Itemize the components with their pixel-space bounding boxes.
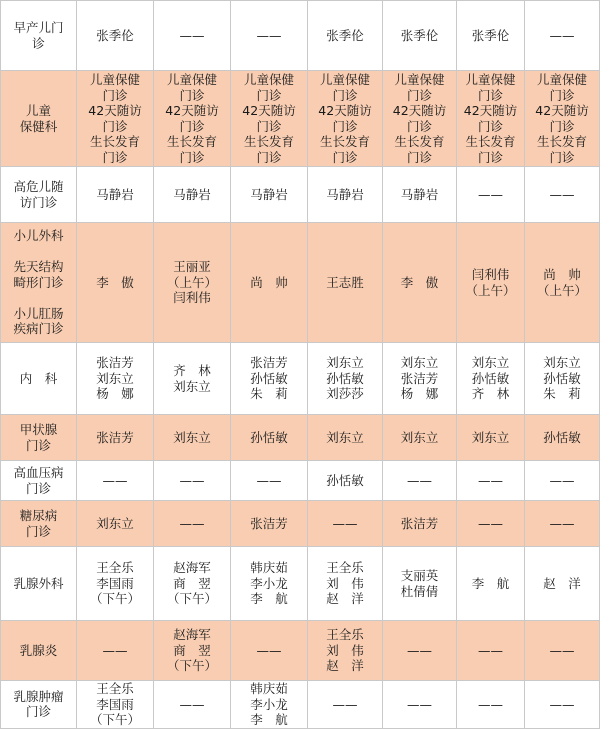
schedule-cell: 儿童保健 门诊 42天随访 门诊 生长发育 门诊	[383, 71, 457, 167]
row-label: 高危儿随 访门诊	[1, 167, 77, 223]
schedule-row	[1, 461, 600, 501]
schedule-cell: 马静岩	[383, 167, 457, 223]
schedule-cell: 儿童保健 门诊 42天随访 门诊 生长发育 门诊	[154, 71, 231, 167]
schedule-row	[1, 501, 600, 547]
schedule-row	[1, 167, 600, 223]
schedule-cell: ——	[525, 1, 600, 71]
schedule-body	[1, 1, 600, 729]
schedule-cell: 马静岩	[308, 167, 383, 223]
schedule-cell: 张季伦	[457, 1, 525, 71]
schedule-cell: ——	[231, 1, 308, 71]
schedule-row	[1, 681, 600, 729]
schedule-cell: ——	[308, 501, 383, 547]
schedule-cell: 赵海军 商 翌 （下午）	[154, 621, 231, 681]
schedule-cell: ——	[525, 167, 600, 223]
schedule-cell: 刘东立	[457, 415, 525, 461]
schedule-cell: 儿童保健 门诊 42天随访 门诊 生长发育 门诊	[457, 71, 525, 167]
schedule-cell: 尚 帅 （上午）	[525, 223, 600, 343]
schedule-cell: 儿童保健 门诊 42天随访 门诊 生长发育 门诊	[231, 71, 308, 167]
schedule-cell: 齐 林 刘东立	[154, 343, 231, 415]
row-label: 乳腺肿瘤 门诊	[1, 681, 77, 729]
schedule-cell: ——	[154, 1, 231, 71]
schedule-cell: 张洁芳	[383, 501, 457, 547]
schedule-cell: 孙恬敏	[231, 415, 308, 461]
schedule-cell: 儿童保健 门诊 42天随访 门诊 生长发育 门诊	[77, 71, 154, 167]
schedule-cell: ——	[154, 461, 231, 501]
row-label: 早产儿门 诊	[1, 1, 77, 71]
schedule-cell: 赵海军 商 翌 （下午）	[154, 547, 231, 621]
schedule-cell: ——	[77, 621, 154, 681]
schedule-cell: 张季伦	[308, 1, 383, 71]
schedule-cell: 儿童保健 门诊 42天随访 门诊 生长发育 门诊	[308, 71, 383, 167]
schedule-cell: 王志胜	[308, 223, 383, 343]
schedule-cell: ——	[231, 461, 308, 501]
row-label: 甲状腺 门诊	[1, 415, 77, 461]
schedule-cell: 韩庆茹 李小龙 李 航	[231, 681, 308, 729]
schedule-cell: 王全乐 李国雨 （下午）	[77, 547, 154, 621]
schedule-cell: 闫利伟 （上午）	[457, 223, 525, 343]
schedule-cell: ——	[154, 681, 231, 729]
schedule-cell: ——	[457, 501, 525, 547]
row-label: 儿童 保健科	[1, 71, 77, 167]
schedule-cell: ——	[457, 621, 525, 681]
schedule-cell: 马静岩	[77, 167, 154, 223]
schedule-cell: 张季伦	[383, 1, 457, 71]
schedule-cell: 张洁芳	[77, 415, 154, 461]
row-label: 内 科	[1, 343, 77, 415]
schedule-row	[1, 223, 600, 343]
schedule-cell: 赵 洋	[525, 547, 600, 621]
schedule-cell: 马静岩	[154, 167, 231, 223]
schedule-row	[1, 71, 600, 167]
schedule-cell: 马静岩	[231, 167, 308, 223]
schedule-cell: 张季伦	[77, 1, 154, 71]
schedule-cell: ——	[154, 501, 231, 547]
schedule-cell: ——	[457, 461, 525, 501]
row-label: 高血压病 门诊	[1, 461, 77, 501]
schedule-row	[1, 547, 600, 621]
schedule-cell: ——	[77, 461, 154, 501]
schedule-cell: 刘东立	[308, 415, 383, 461]
schedule-cell: 儿童保健 门诊 42天随访 门诊 生长发育 门诊	[525, 71, 600, 167]
schedule-cell: 刘东立 孙恬敏 朱 莉	[525, 343, 600, 415]
row-label: 乳腺外科	[1, 547, 77, 621]
schedule-cell: 刘东立 孙恬敏 齐 林	[457, 343, 525, 415]
schedule-cell: 王丽亚 （上午） 闫利伟	[154, 223, 231, 343]
schedule-cell: 支丽英 杜倩倩	[383, 547, 457, 621]
schedule-cell: ——	[383, 681, 457, 729]
schedule-cell: 张洁芳 刘东立 杨 娜	[77, 343, 154, 415]
schedule-cell: ——	[308, 681, 383, 729]
schedule-cell: ——	[525, 461, 600, 501]
schedule-row	[1, 621, 600, 681]
schedule-cell: ——	[525, 681, 600, 729]
schedule-cell: 李 傲	[383, 223, 457, 343]
schedule-cell: 张洁芳 孙恬敏 朱 莉	[231, 343, 308, 415]
row-label: 小儿外科 先天结构 畸形门诊 小儿肛肠 疾病门诊	[1, 223, 77, 343]
schedule-cell: 李 傲	[77, 223, 154, 343]
row-label: 糖尿病 门诊	[1, 501, 77, 547]
schedule-cell: 王全乐 李国雨 （下午）	[77, 681, 154, 729]
schedule-cell: 尚 帅	[231, 223, 308, 343]
schedule-row	[1, 1, 600, 71]
schedule-cell: ——	[525, 621, 600, 681]
schedule-cell: ——	[457, 681, 525, 729]
schedule-cell: 韩庆茹 李小龙 李 航	[231, 547, 308, 621]
schedule-cell: 刘东立 张洁芳 杨 娜	[383, 343, 457, 415]
schedule-cell: ——	[457, 167, 525, 223]
schedule-row	[1, 343, 600, 415]
schedule-cell: 孙恬敏	[308, 461, 383, 501]
schedule-row	[1, 415, 600, 461]
schedule-cell: 王全乐 刘 伟 赵 洋	[308, 621, 383, 681]
schedule-cell: ——	[525, 501, 600, 547]
schedule-cell: 李 航	[457, 547, 525, 621]
schedule-cell: ——	[383, 621, 457, 681]
schedule-cell: 刘东立 孙恬敏 刘莎莎	[308, 343, 383, 415]
schedule-cell: 王全乐 刘 伟 赵 洋	[308, 547, 383, 621]
schedule-cell: 刘东立	[383, 415, 457, 461]
schedule-cell: 孙恬敏	[525, 415, 600, 461]
schedule-cell: ——	[231, 621, 308, 681]
row-label: 乳腺炎	[1, 621, 77, 681]
schedule-cell: 张洁芳	[231, 501, 308, 547]
schedule-cell: 刘东立	[154, 415, 231, 461]
schedule-cell: 刘东立	[77, 501, 154, 547]
schedule-cell: ——	[383, 461, 457, 501]
